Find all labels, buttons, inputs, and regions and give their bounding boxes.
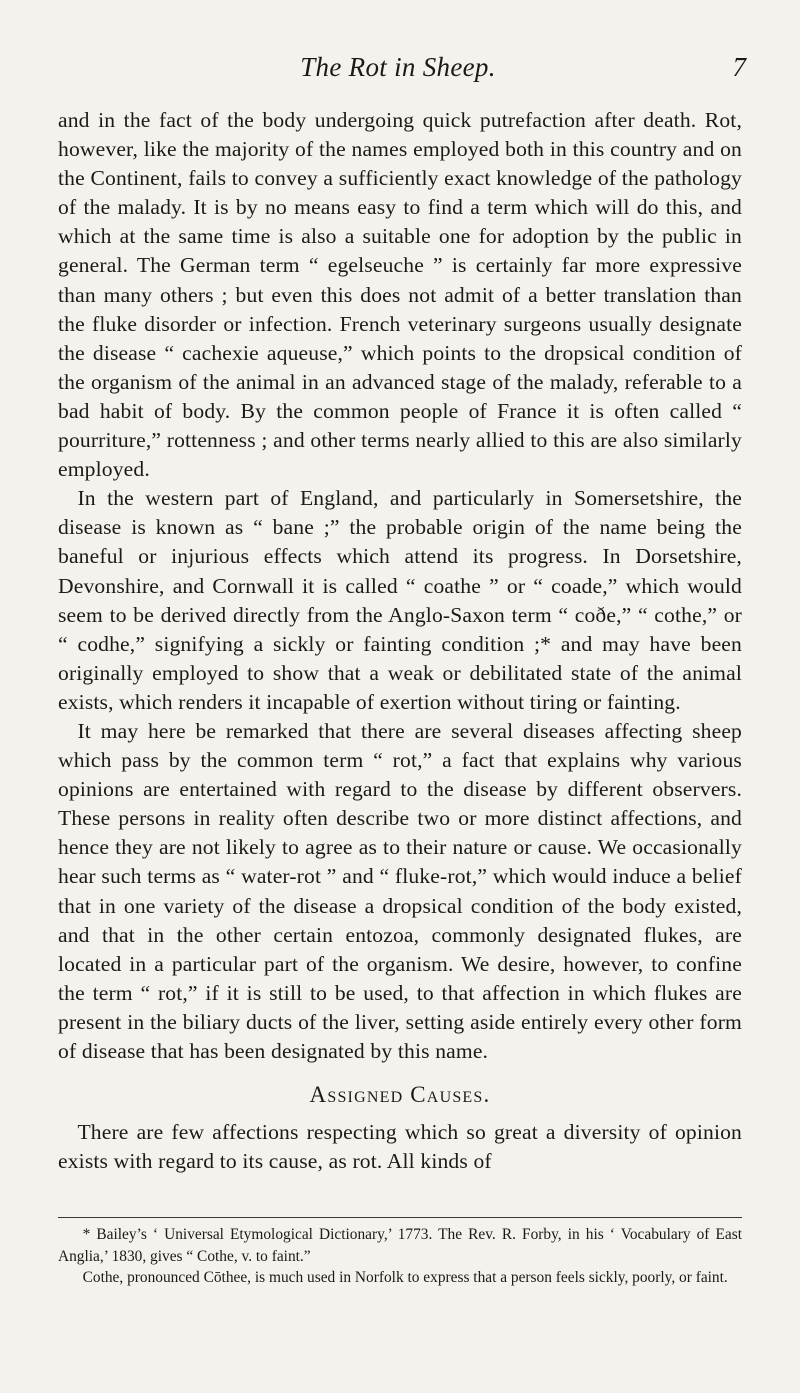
footnote-rule (58, 1217, 742, 1218)
footnote-2: Cothe, pronounced Cōthee, is much used in Norfolk to express that a person feels sickly, poorly, or faint. (82, 1269, 728, 1286)
paragraph-2: In the western part of England, and particularly in Somersetshire, the disease is known as “ bane ;” the probable origin of the name being the baneful or injurious effects which attend its progress. In Dorsetshire, Devonshire, and Cornwall it is called “ coathe ” or “ coade,” which would seem to be derived directly from the Anglo-Saxon term “ coðe,” “ cothe,” or “ codhe,” signifying a sickly or fainting condition ;* and may have been originally employed to show that a weak or debilitated state of the animal exists, which renders it incapable of exertion without tiring or fainting. (58, 486, 742, 714)
page-header (58, 52, 746, 92)
running-title: The Rot in Sheep. (300, 52, 496, 82)
main-text (58, 106, 742, 1176)
section-paragraph: There are few affections respecting which so great a diversity of opinion exists with regard to its cause, as rot. All kinds of (58, 1120, 742, 1174)
section-heading: Assigned Causes. (309, 1082, 491, 1108)
paragraph-3: It may here be remarked that there are several diseases affecting sheep which pass by the common term “ rot,” a fact that explains why various opinions are entertained with regard to the disease by different observers. These persons in reality often describe two or more distinct affections, and hence they are not likely to agree as to their nature or cause. We occasionally hear such terms as “ water-rot ” and “ fluke-rot,” which would induce a belief that in one variety of the disease a dropsical condition of the body existed, and that in the other certain entozoa, commonly designated flukes, are located in a particular part of the organism. We desire, however, to confine the term “ rot,” if it is still to be used, to that affection in which flukes are present in the biliary ducts of the liver, setting aside entirely every other form of disease that has been designated by this name. (58, 718, 742, 1063)
page-number: 7 (732, 52, 746, 82)
footnotes (58, 1224, 742, 1289)
footnote-1: * Bailey’s ‘ Universal Etymological Dictionary,’ 1773. The Rev. R. Forby, in his ‘ Vocabulary of East Anglia,’ 1830, gives “ Cothe, v. to faint.” (58, 1226, 742, 1265)
paragraph-1: and in the fact of the body undergoing quick putrefaction after death. Rot, however, like the majority of the names employed both in this country and on the Continent, fails to convey a sufficiently exact knowledge of the pathology of the malady. It is by no means easy to find a term which will do this, and which at the same time is also a suitable one for adoption by the public in general. The German term “ egelseuche ” is certainly far more expressive than many others ; but even this does not admit of a better translation than the fluke disorder or infection. French veterinary surgeons usually designate the disease “ cachexie aqueuse,” which points to the dropsical condition of the organism of the animal in an advanced stage of the malady, referable to a bad habit of body. By the common people of France it is often called “ pourriture,” rottenness ; and other terms nearly allied to this are also similarly employed. (58, 108, 742, 482)
